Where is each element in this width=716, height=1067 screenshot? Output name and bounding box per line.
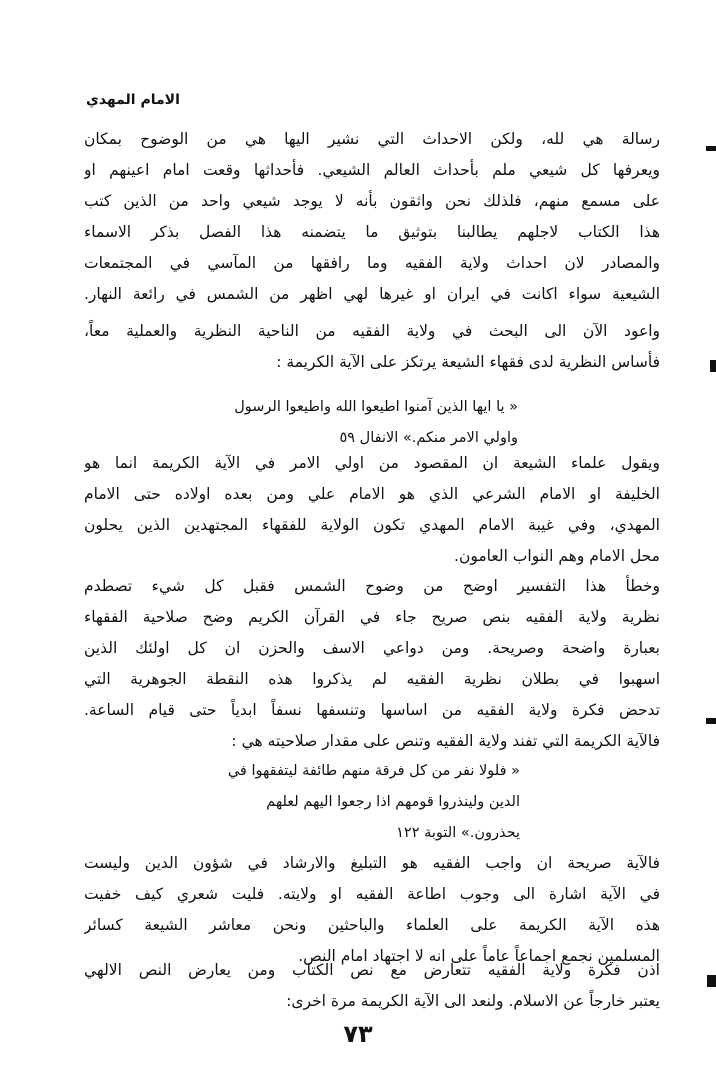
text-line: تدحض فكرة ولاية الفقيه من اساسها وتنسفها نسفاً ابدياً حتى قيام الساعة. (84, 701, 660, 719)
running-header: الامام المهدي (86, 92, 180, 108)
text-line: يعتبر خارجاً عن الاسلام. ولنعد الى الآية الكريمة مرة اخرى: (286, 992, 660, 1010)
text-line: الشيعية سواء اكانت في ايران او غيرها لهي اظهر من الشمس في رائعة النهار. (84, 285, 660, 303)
text-line: نظرية ولاية الفقيه بنص صريح جاء في القرآن الكريم وضح صلاحية الفقهاء (84, 608, 660, 626)
quote-line: « فلولا نفر من كل فرقة منهم طائفة ليتفقهوا في (227, 763, 520, 779)
text-line: واعود الآن الى البحث في ولاية الفقيه من الناحية النظرية والعملية معاً، (84, 322, 660, 340)
paragraph-2 (84, 316, 660, 378)
text-line: فأساس النظرية لدى فقهاء الشيعة يرتكز على الآية الكريمة : (276, 353, 660, 371)
quote-line: واولي الامر منكم.» الانفال ٥٩ (339, 430, 518, 446)
text-line: ويقول علماء الشيعة ان المقصود من اولي الامر في الآية الكريمة انما هو (84, 454, 660, 472)
text-line: في الآية اشارة الى وجوب اطاعة الفقيه او ولايته. فليت شعري كيف خفيت (84, 885, 660, 903)
text-line: هذه الآية الكريمة على العلماء والباحثين ونحن معاشر الشيعة كسائر (84, 916, 660, 934)
scan-mark (707, 975, 716, 987)
text-line: اسهبوا في بطلان نظرية الفقيه لم يذكروا هذه النقطة الجوهرية التي (84, 670, 660, 688)
text-line: وخطأ هذا التفسير اوضح من وضوح الشمس فقبل كل شيء تصطدم (84, 577, 660, 595)
text-line: ويعرفها كل شيعي ملم بأحداث العالم الشيعي. فأحداثها وقعت امام اعينهم او (84, 161, 660, 179)
text-line: فالآية الكريمة التي تفند ولاية الفقيه وتنص على مقدار صلاحيته هي : (231, 732, 660, 750)
paragraph-1 (84, 124, 660, 310)
paragraph-5 (84, 848, 660, 972)
quote-anfal (178, 392, 518, 454)
text-line: فالآية صريحة ان واجب الفقيه هو التبليغ والارشاد في شؤون الدين وليست (84, 854, 660, 872)
scan-mark (710, 360, 716, 372)
text-line: والمصادر لان احداث ولاية الفقيه وما رافقها من المآسي في المجتمعات (84, 254, 660, 272)
quote-line: الدين ولينذروا قومهم اذا رجعوا اليهم لعلهم (266, 794, 520, 810)
text-line: الخليفة او الامام الشرعي الذي هو الامام علي ومن بعده اولاده حتى الامام (84, 485, 660, 503)
text-line: المهدي، وفي غيبة الامام المهدي تكون الولاية للفقهاء المجتهدين الذين يحلون (84, 516, 660, 534)
quote-line: « يا ايها الذين آمنوا اطيعوا الله واطيعوا الرسول (234, 399, 518, 415)
paragraph-6 (84, 955, 660, 1017)
quote-line: يحذرون.» التوبة ١٢٢ (396, 825, 520, 841)
paragraph-3 (84, 448, 660, 572)
scan-mark (706, 146, 716, 151)
text-line: بعبارة واضحة وصريحة. ومن دواعي الاسف والحزن ان كل اولئك الذين (84, 639, 660, 657)
paragraph-4 (84, 571, 660, 757)
text-line: اذن فكرة ولاية الفقيه تتعارض مع نص الكتاب ومن يعارض النص الالهي (84, 961, 660, 979)
text-line: محل الامام وهم النواب العامون. (454, 547, 660, 565)
page-number: ٧٣ (343, 1020, 373, 1048)
text-line: على مسمع منهم، فلذلك نحن واثقون بأنه لا يوجد شيعي واحد من الذين كتب (84, 192, 660, 210)
quote-tawba (220, 756, 520, 849)
scan-mark (706, 718, 716, 724)
text-line: هذا الكتاب لاجلهم يطالبنا بتوثيق ما يتضمنه هذا الفصل بذكر الاسماء (84, 223, 660, 241)
text-line: رسالة هي لله، ولكن الاحداث التي نشير اليها هي من الوضوح بمكان (84, 130, 660, 148)
text-line: المسلمين نجمع اجماعاً عاماً على انه لا اجتهاد امام النص. (298, 947, 660, 965)
